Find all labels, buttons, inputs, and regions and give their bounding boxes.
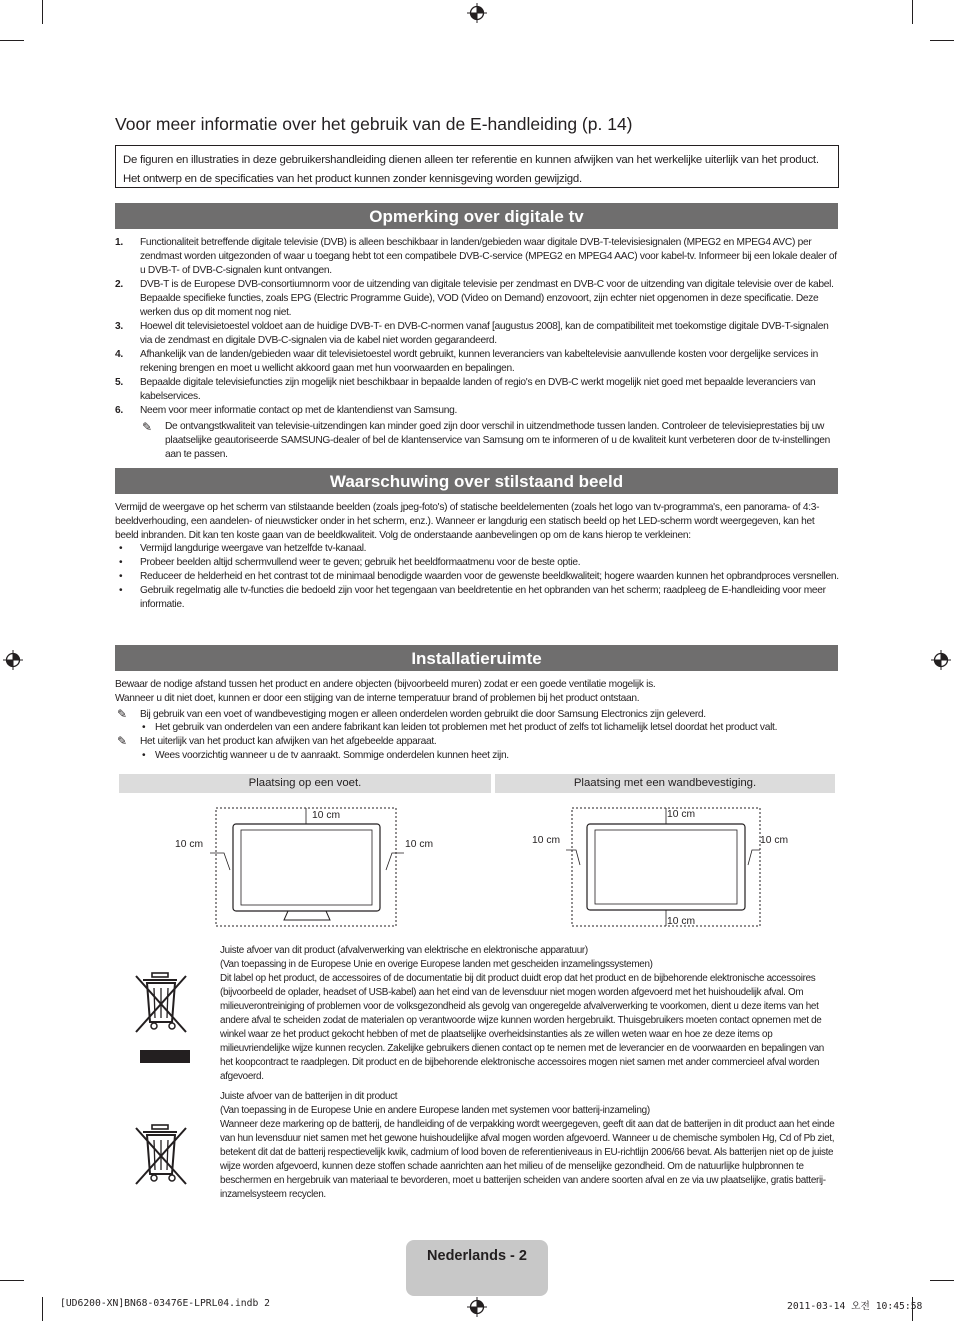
pen-note-icon: ✎ (117, 734, 127, 749)
clearance-right-label: 10 cm (760, 835, 789, 846)
installation-line-1: Bewaar de nodige afstand tussen het product en andere objecten (bijvoorbeeld muren) zodat er een goede ventilatie mogelijk is. (115, 679, 656, 690)
bullet-icon: • (119, 584, 123, 596)
wall-placement-label: Plaatsing met een wandbevestiging. (495, 774, 835, 793)
file-name-label: [UD6200-XN]BN68-03476E-LPRL04.indb 2 (60, 1298, 270, 1309)
section-heading-digital-tv: Opmerking over digitale tv (115, 203, 838, 229)
stand-placement-diagram (160, 800, 460, 930)
list-item (115, 721, 840, 735)
page-number-tab (406, 1240, 548, 1296)
registration-mark-icon (931, 650, 951, 670)
pen-note-icon: ✎ (117, 706, 127, 721)
bullet-text: Reduceer de helderheid en het contrast tot de minimaal benodigde waarden voor de gewenste beeldkwaliteit; hogere waarden kunnen het opbrandproces versnellen. (140, 570, 839, 582)
registration-mark-icon (3, 650, 23, 670)
note-text: Bij gebruik van een voet of wandbevestiging mogen er alleen onderdelen worden gebruikt die door Samsung Electronics zijn geleverd. (140, 708, 706, 720)
battery-subtitle: (Van toepassing in de Europese Unie en andere Europese landen met systemen voor batterij-inzameling) (220, 1105, 650, 1116)
section-heading-installation: Installatieruimte (115, 645, 838, 671)
installation-line-2: Wanneer u dit niet doet, kunnen er door een stijging van de interne temperatuur brand of problemen bij het product ontstaan. (115, 692, 640, 704)
list-item (115, 376, 840, 404)
list-item (115, 320, 840, 348)
crossed-bin-icon (132, 970, 192, 1066)
item-number: 1. (115, 237, 123, 248)
print-date-label: 2011-03-14 오전 10:45:58 (787, 1301, 923, 1312)
bullet-icon: • (142, 749, 146, 761)
crossed-bin-icon (132, 1122, 192, 1192)
item-text: Neem voor meer informatie contact op met de klantendienst van Samsung. (140, 405, 458, 416)
list-item (115, 278, 840, 320)
reception-note (115, 420, 840, 462)
crop-mark (912, 0, 913, 24)
list-item (115, 556, 840, 570)
bullet-icon: • (119, 557, 123, 569)
crop-mark (930, 40, 954, 41)
weee-section (220, 944, 838, 1084)
clearance-left-label: 10 cm (175, 839, 204, 850)
clearance-top-label: 10 cm (667, 809, 696, 820)
list-item (115, 570, 840, 584)
crop-mark (0, 40, 24, 41)
stand-placement-label: Plaatsing op een voet. (119, 774, 491, 793)
bullet-icon: • (142, 722, 146, 734)
page-title: Voor meer informatie over het gebruik van de E-handleiding (p. 14) (115, 114, 633, 134)
note-text: Het uiterlijk van het product kan afwijken van het afgebeelde apparaat. (140, 736, 437, 748)
weee-body: Dit label op het product, de accessoires of de documentatie bij dit product duidt erop dat het product en de bijbehorende elektronische accessoires (bijvoorbeeld de oplader, headset of USB-kabel) aan het eind van de levensduur niet mogen worden afgevoerd met het huishoudelijk afval. Om milieuverontreiniging of problemen voor de volksgezondheid als gevolg van ongeregelde afvalverwerking te voorkomen, dient u deze items van het andere afval te scheiden zodat de materialen op verantwoorde wijze kunnen worden hergebruikt. Thuisgebruikers moeten contact opnemen met de winkel waar ze het product gekocht hebben of met de plaatselijke overheidsinstanties als ze willen weten waar en hoe ze deze items op milieuvriendelijke wijze kunnen recyclen. Zakelijke gebruikers dienen contact op te nemen met de leverancier en de voorwaarden en bepalingen van het koopcontract te raadplegen. Dit product en de bijbehorende elektronische accessoires mogen niet samen met ander commercieel afval worden afgevoerd. (220, 973, 824, 1082)
item-number: 6. (115, 405, 123, 416)
list-item (115, 236, 840, 278)
list-item (115, 404, 840, 418)
battery-title: Juiste afvoer van de batterijen in dit product (220, 1091, 398, 1102)
item-number: 4. (115, 349, 123, 360)
pen-note-icon: ✎ (142, 420, 152, 434)
bullet-icon: • (119, 570, 123, 582)
bullet-text: Wees voorzichtig wanneer u de tv aanraakt. Sommige onderdelen kunnen heet zijn. (155, 749, 509, 761)
bullet-text: Vermijd langdurige weergave van hetzelfde tv-kanaal. (140, 543, 367, 555)
crop-mark (930, 1280, 954, 1281)
still-image-body (115, 501, 840, 611)
section-heading-still-image: Waarschuwing over stilstaand beeld (115, 468, 838, 494)
page-number-label: Nederlands - 2 (427, 1248, 527, 1264)
bullet-text: Probeer beelden altijd schermvullend weer te geven; gebruik het beeldformaatmenu voor de beste optie. (140, 557, 581, 569)
still-image-intro: Vermijd de weergave op het scherm van stilstaande beelden (zoals jpeg-foto's) of statische beeldelementen (zoals het logo van tv-programma's, een panorama- of 4:3-beeldverhouding, een aandelen- of nieuwsticker onder in het scherm, enz.). Wanneer er langdurig een statisch beeld op het LED-scherm wordt weergegeven, kan het beeld inbranden. Dit kan ten koste gaan van de beeldkwaliteit. Volg de onderstaande aanbevelingen op om de kans hierop te verkleinen: (115, 502, 820, 541)
battery-section (220, 1090, 838, 1202)
item-text: Hoewel dit televisietoestel voldoet aan de huidige DVB-T- en DVB-C-normen vanaf [augustus 2008], kan de compatibiliteit met toekomstige digitale DVB-T-signalen via de zendmast en digitale DVB-C-signalen via de kabel niet worden gegarandeerd. (140, 321, 829, 346)
bullet-icon: • (119, 543, 123, 555)
clearance-bottom-label: 10 cm (667, 916, 696, 927)
bullet-text: Het gebruik van onderdelen van een andere fabrikant kan leiden tot problemen met het product of zelfs tot lichamelijk letsel doordat het product valt. (155, 722, 778, 734)
item-number: 2. (115, 279, 123, 290)
weee-title: Juiste afvoer van dit product (afvalverwerking van elektrische en elektronische apparatuur) (220, 945, 588, 956)
list-item (115, 348, 840, 376)
installation-note-1 (115, 708, 840, 722)
registration-mark-icon (467, 3, 487, 23)
clearance-right-label: 10 cm (405, 839, 434, 850)
list-item (115, 584, 840, 612)
item-text: Bepaalde digitale televisiefuncties zijn mogelijk niet beschikbaar in bepaalde landen of regio's en DVB-C werkt mogelijk niet goed met bepaalde leveranciers van kabelservices. (140, 377, 816, 402)
crop-mark (0, 1280, 24, 1281)
item-text: DVB-T is de Europese DVB-consortiumnorm voor de uitzending van digitale televisie per zendmast en DVB-C voor de uitzending van digitale televisie over de kabel. Bepaalde specifieke functies, zoals EPG (Electric Programme Guide), VOD (Video on Demand) enzovoort, zijn echter niet opgenomen in deze specificatie. Deze werken dus op dit moment nog niet. (140, 279, 834, 318)
digital-tv-list (115, 236, 840, 462)
bullet-text: Gebruik regelmatig alle tv-functies die bedoeld zijn voor het tegengaan van beeldretentie en het opbranden van het scherm; raadpleeg de E-handleiding voor meer informatie. (140, 584, 826, 610)
note-text: De ontvangstkwaliteit van televisie-uitzendingen kan minder goed zijn door verschil in uitzendmethode tussen landen. Controleer de televisieprestaties bij uw plaatselijke geautoriseerde SAMSUNG-dealer of bel de klantenservice van Samsung om te informeren of u de kwaliteit kunt verbeteren door de tv-instellingen aan te passen. (165, 421, 831, 460)
clearance-top-label: 10 cm (312, 810, 341, 821)
registration-mark-icon (467, 1297, 487, 1317)
installation-note-2 (115, 735, 840, 749)
crop-mark (42, 0, 43, 24)
list-item (115, 542, 840, 556)
crop-mark (42, 1297, 43, 1321)
item-text: Afhankelijk van de landen/gebieden waar dit televisietoestel wordt gebruikt, kunnen leveranciers van kabeltelevisie aanvullende kosten voor dergelijke services in rekening brengen en moet u wellicht akkoord gaan met hun voorwaarden en bepalingen. (140, 349, 818, 374)
installation-body (115, 678, 840, 763)
item-text: Functionaliteit betreffende digitale televisie (DVB) is alleen beschikbaar in landen/gebieden waar digitale DVB-T-televisiesignalen (MPEG2 en MPEG4 AVC) per zendmast worden uitgezonden of waar u toegang hebt tot een compatibele DVB-C-service (MPEG2 en MPEG4 AAC) voor kabel-tv. Informeer bij een lokale dealer of u DVB-T- of DVB-C-signalen kunt ontvangen. (140, 237, 837, 276)
disclaimer-box: De figuren en illustraties in deze gebruikershandleiding dienen alleen ter referentie en kunnen afwijken van het werkelijke uiterlijk van het product. Het ontwerp en de specificaties van het product kunnen zonder kennisgeving worden gewijzigd. (115, 145, 839, 188)
item-number: 3. (115, 321, 123, 332)
battery-body: Wanneer deze markering op de batterij, de handleiding of de verpakking wordt weergegeven, geeft dit aan dat de batterijen in dit product aan het einde van hun levensduur niet samen met het gewone huishoudelijke afval mogen worden afgevoerd. Wanneer u de chemische symbolen Hg, Cd of Pb ziet, betekent dit dat de batterij respectievelijk kwik, cadmium of lood boven de referentieniveaus in EU-richtlijn 2006/66 bevat. Als batterijen niet op de juiste wijze worden afgevoerd, kunnen deze stoffen schade aanrichten aan het milieu of de menselijke gezondheid. Om de natuurlijke hulpbronnen te beschermen en hergebruik van materiaal te bevorderen, moet u batterijen scheiden van andere soorten afval en ze via uw plaatselijke, gratis batterij-inzamelsysteem recyclen. (220, 1119, 835, 1200)
weee-subtitle: (Van toepassing in de Europese Unie en overige Europese landen met gescheiden inzamelingssystemen) (220, 959, 653, 970)
clearance-left-label: 10 cm (532, 835, 561, 846)
item-number: 5. (115, 377, 123, 388)
wall-placement-diagram (530, 800, 800, 930)
list-item (115, 749, 840, 763)
